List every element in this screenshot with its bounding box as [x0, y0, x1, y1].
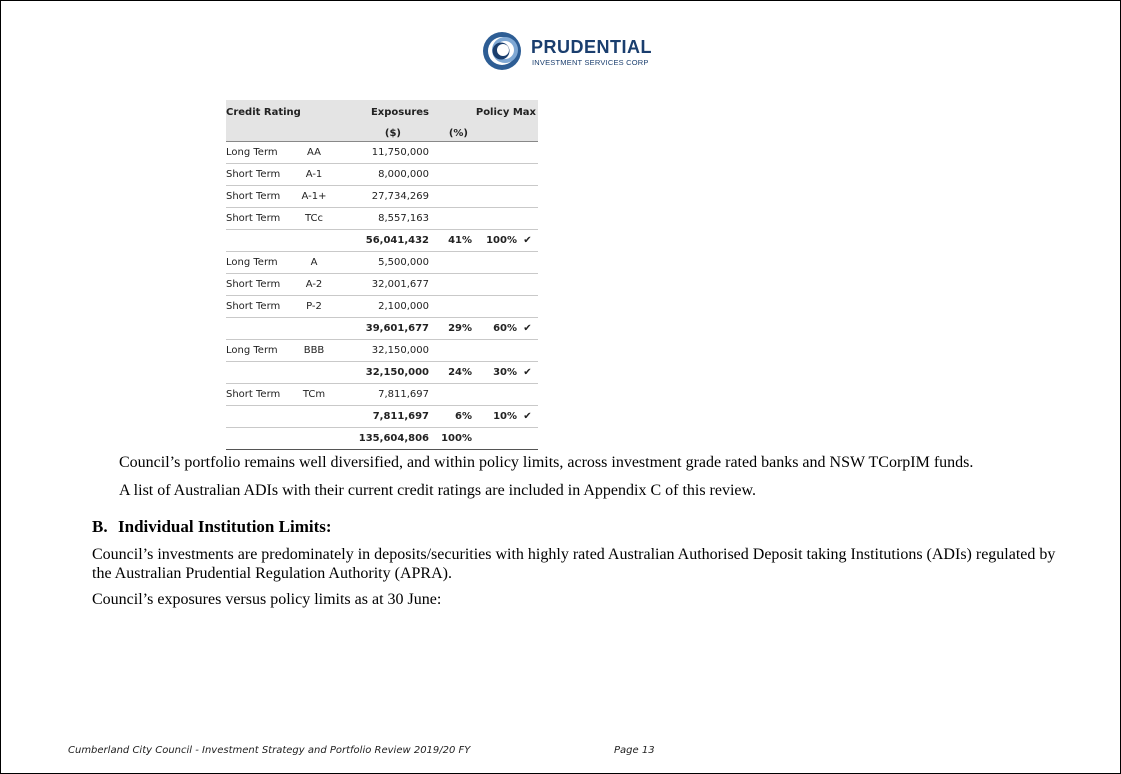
table-row [226, 164, 538, 186]
row-grade: P-2 [296, 296, 332, 318]
row-term: Short Term [226, 164, 296, 186]
row-term: Short Term [226, 296, 296, 318]
subtotal-row [226, 230, 538, 252]
row-amount: 7,811,697 [332, 384, 429, 406]
table-row [226, 208, 538, 230]
row-amount: 5,500,000 [332, 252, 429, 274]
row-term: Short Term [226, 384, 296, 406]
row-amount: 8,000,000 [332, 164, 429, 186]
header-dollar: ($) [332, 125, 429, 142]
section-title: Individual Institution Limits: [118, 517, 332, 536]
subtotal-percent: 6% [429, 406, 472, 428]
row-grade: TCm [296, 384, 332, 406]
subtotal-row [226, 318, 538, 340]
section-heading [92, 517, 332, 537]
row-amount: 8,557,163 [332, 208, 429, 230]
footer-page-number: Page 13 [614, 745, 655, 756]
subtotal-row [226, 406, 538, 428]
credit-rating-table [226, 100, 538, 450]
total-amount: 135,604,806 [332, 428, 429, 450]
subtotal-row [226, 362, 538, 384]
header-exposures: Exposures [332, 100, 429, 125]
logo-subtitle: INVESTMENT SERVICES CORP [532, 58, 649, 67]
prudential-logo [481, 31, 661, 71]
prudential-logo-icon [481, 31, 523, 71]
check-icon: ✔ [517, 406, 538, 428]
check-icon: ✔ [517, 362, 538, 384]
row-term: Long Term [226, 142, 296, 164]
row-grade: A-2 [296, 274, 332, 296]
subtotal-amount: 56,041,432 [332, 230, 429, 252]
row-grade: A-1 [296, 164, 332, 186]
row-grade: A-1+ [296, 186, 332, 208]
exposures-intro-text: Council’s exposures versus policy limits as at 30 June: [92, 591, 442, 608]
policy-max-value: 30% [472, 362, 517, 384]
row-amount: 32,150,000 [332, 340, 429, 362]
row-grade: A [296, 252, 332, 274]
header-credit-rating: Credit Rating [226, 100, 332, 125]
row-term: Long Term [226, 340, 296, 362]
table-header-row [226, 100, 538, 125]
table-row [226, 186, 538, 208]
policy-max-value: 10% [472, 406, 517, 428]
policy-max-value: 100% [472, 230, 517, 252]
subtotal-percent: 24% [429, 362, 472, 384]
row-grade: BBB [296, 340, 332, 362]
row-amount: 11,750,000 [332, 142, 429, 164]
check-icon: ✔ [517, 318, 538, 340]
row-term: Short Term [226, 274, 296, 296]
table-row [226, 274, 538, 296]
total-percent: 100% [429, 428, 472, 450]
row-grade: AA [296, 142, 332, 164]
row-amount: 27,734,269 [332, 186, 429, 208]
total-row [226, 428, 538, 450]
table-row [226, 252, 538, 274]
subtotal-percent: 29% [429, 318, 472, 340]
row-grade: TCc [296, 208, 332, 230]
subtotal-amount: 32,150,000 [332, 362, 429, 384]
subtotal-amount: 39,601,677 [332, 318, 429, 340]
appendix-reference-text: A list of Australian ADIs with their current credit ratings are included in Appendix C of this review. [119, 482, 757, 499]
table-row [226, 340, 538, 362]
table-row [226, 142, 538, 164]
policy-max-value: 60% [472, 318, 517, 340]
row-amount: 32,001,677 [332, 274, 429, 296]
subtotal-amount: 7,811,697 [332, 406, 429, 428]
footer-document-title: Cumberland City Council - Investment Strategy and Portfolio Review 2019/20 FY [68, 745, 471, 756]
row-amount: 2,100,000 [332, 296, 429, 318]
table-subheader-row [226, 125, 538, 142]
investments-description-text: Council’s investments are predominately in deposits/securities with highly rated Australian Authorised Deposit taking Institutions (ADIs) regulated by the Australian Prudential Regulation Authority (APRA). [92, 546, 1056, 582]
logo-title: PRUDENTIAL [531, 37, 652, 57]
section-number: B. [92, 517, 108, 536]
subtotal-percent: 41% [429, 230, 472, 252]
portfolio-diversification-text: Council’s portfolio remains well diversified, and within policy limits, across investment grade rated banks and NSW TCorpIM funds. [119, 454, 974, 471]
table-row [226, 296, 538, 318]
row-term: Long Term [226, 252, 296, 274]
row-term: Short Term [226, 208, 296, 230]
table-row [226, 384, 538, 406]
header-policy-max: Policy Max [472, 100, 538, 125]
header-percent: (%) [429, 125, 472, 142]
check-icon: ✔ [517, 230, 538, 252]
row-term: Short Term [226, 186, 296, 208]
